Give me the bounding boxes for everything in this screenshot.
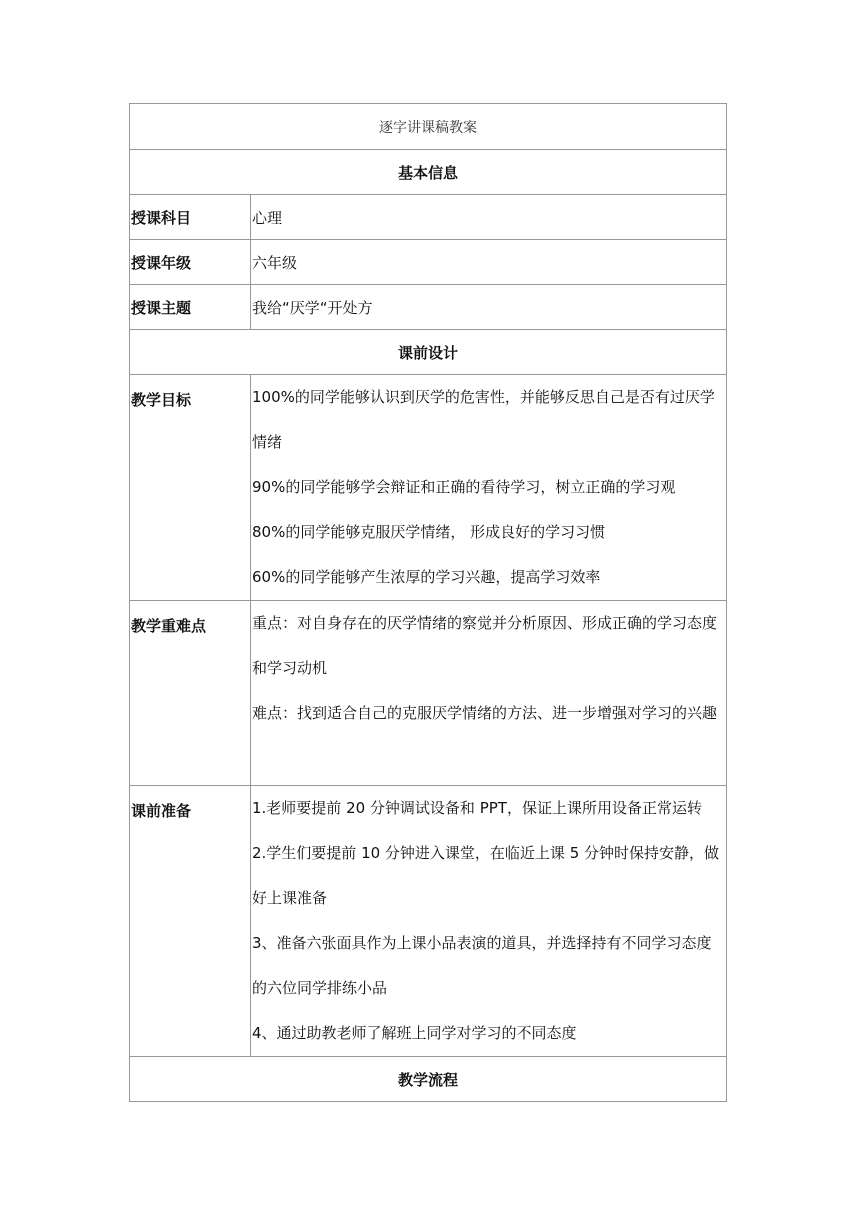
row-preparation-label: 课前准备	[130, 786, 251, 1057]
row-grade	[130, 240, 727, 285]
document-title: 逐字讲课稿教案	[130, 104, 727, 150]
preparation-item: 2.学生们要提前 10 分钟进入课堂，在临近上课 5 分钟时保持安静，做好上课准备	[252, 844, 720, 907]
row-key-points-label: 教学重难点	[130, 601, 251, 786]
key-point-item: 重点：对自身存在的厌学情绪的察觉并分析原因、形成正确的学习态度和学习动机	[252, 614, 718, 677]
goal-item: 80%的同学能够克服厌学情绪， 形成良好的学习习惯	[252, 523, 606, 541]
row-preparation-value	[251, 786, 727, 1057]
row-topic-value: 我给“厌学“开处方	[251, 285, 727, 330]
row-subject-label: 授课科目	[130, 195, 251, 240]
goal-item: 100%的同学能够认识到厌学的危害性，并能够反思自己是否有过厌学情绪	[252, 388, 715, 451]
row-topic-label: 授课主题	[130, 285, 251, 330]
row-topic	[130, 285, 727, 330]
preparation-item: 3、准备六张面具作为上课小品表演的道具，并选择持有不同学习态度的六位同学排练小品	[252, 934, 712, 997]
row-subject	[130, 195, 727, 240]
preparation-item: 4、通过助教老师了解班上同学对学习的不同态度	[252, 1024, 577, 1042]
lesson-plan-table	[129, 103, 727, 1102]
row-goals-label: 教学目标	[130, 375, 251, 601]
key-point-item: 难点：找到适合自己的克服厌学情绪的方法、进一步增强对学习的兴趣	[252, 704, 718, 722]
row-grade-value: 六年级	[251, 240, 727, 285]
goal-item: 60%的同学能够产生浓厚的学习兴趣，提高学习效率	[252, 568, 601, 586]
goal-item: 90%的同学能够学会辩证和正确的看待学习，树立正确的学习观	[252, 478, 676, 496]
row-grade-label: 授课年级	[130, 240, 251, 285]
section-pre-design: 课前设计	[130, 330, 727, 375]
row-key-points-value	[251, 601, 727, 786]
preparation-item: 1.老师要提前 20 分钟调试设备和 PPT，保证上课所用设备正常运转	[252, 799, 702, 817]
row-goals	[130, 375, 727, 601]
section-teaching-flow: 教学流程	[130, 1057, 727, 1102]
row-preparation	[130, 786, 727, 1057]
section-basic-info: 基本信息	[130, 150, 727, 195]
row-goals-value	[251, 375, 727, 601]
row-key-points	[130, 601, 727, 786]
row-subject-value: 心理	[251, 195, 727, 240]
